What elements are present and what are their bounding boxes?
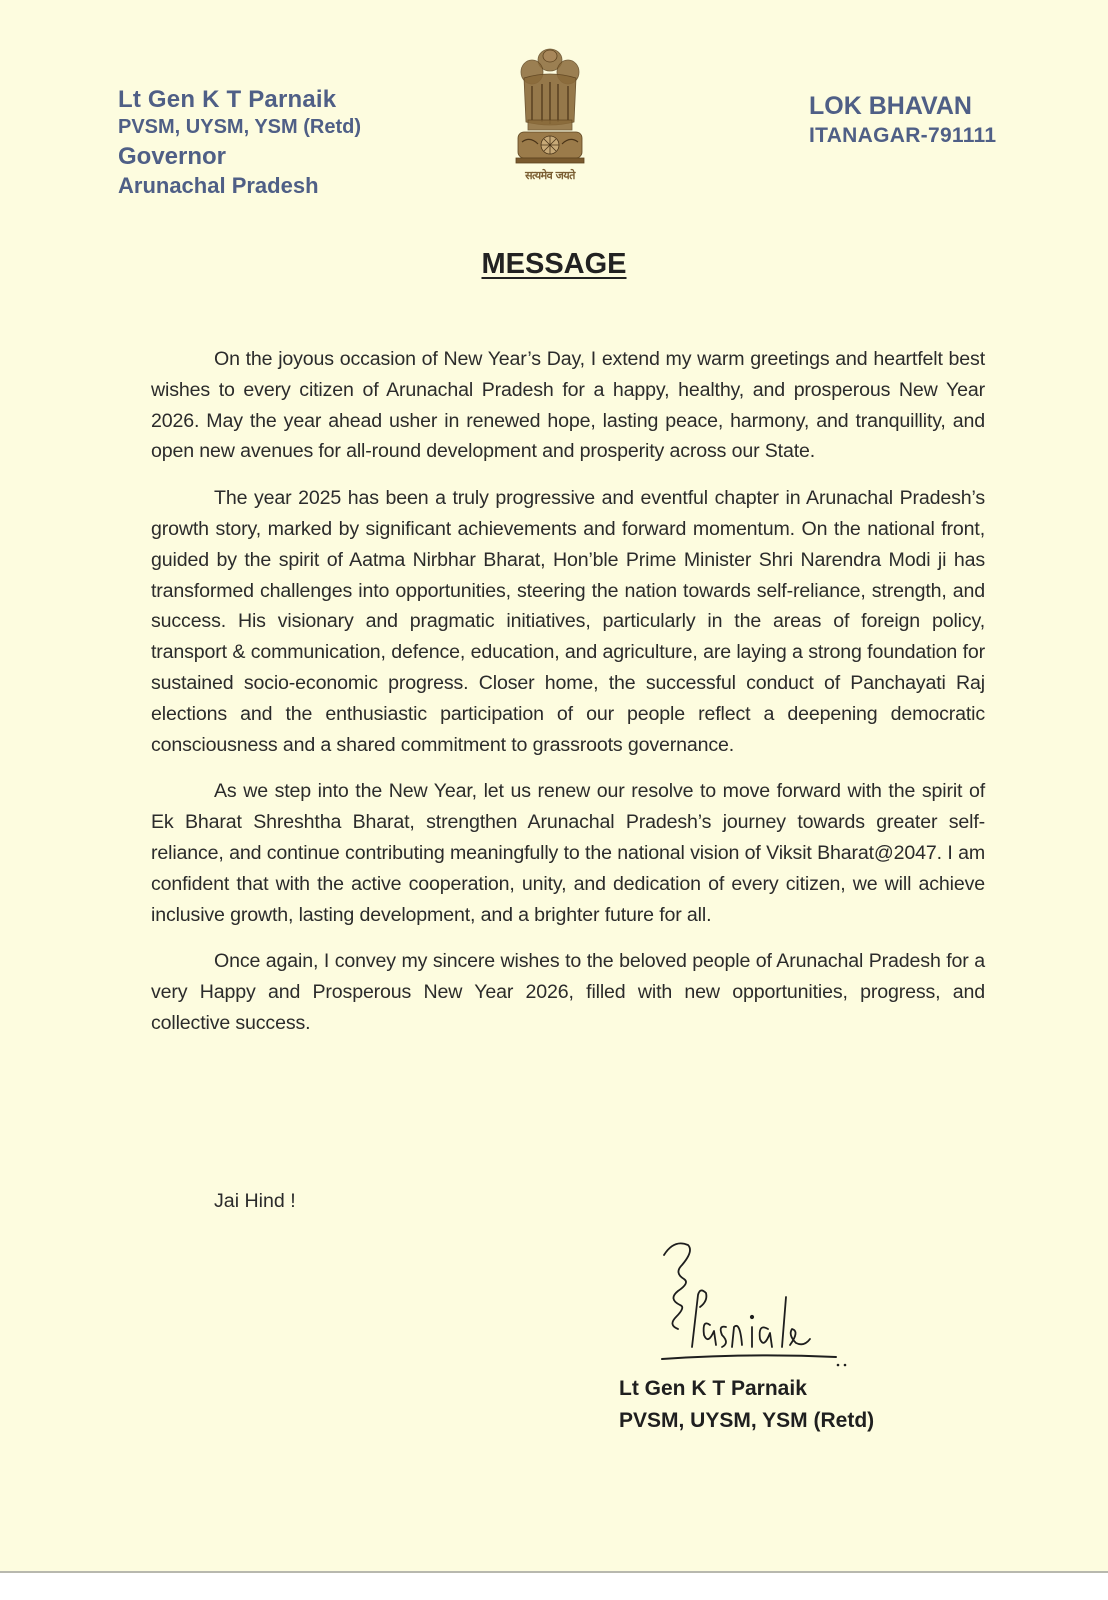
- document-title: [0, 248, 1108, 281]
- sender-designation: Governor: [118, 143, 227, 170]
- signatory-block: [619, 1378, 874, 1431]
- sender-name: Lt Gen K T Parnaik: [118, 86, 337, 113]
- handwritten-signature: [660, 1235, 860, 1375]
- paragraph: As we step into the New Year, let us renew our resolve to move forward with the spirit of Ek Bharat Shreshtha Bharat, strengthen Arunachal Pradesh’s journey towards greater self-reliance, and continue contributing meaningfully to the national vision of Viksit Bharat@2047. I am confident that with the active cooperation, unity, and dedication of every citizen, we will achieve inclusive growth, lasting development, and a brighter future for all.: [151, 780, 985, 926]
- sender-state: Arunachal Pradesh: [118, 173, 319, 198]
- closing-salutation: Jai Hind !: [214, 1190, 296, 1212]
- sender-honours: PVSM, UYSM, YSM (Retd): [118, 116, 361, 138]
- paragraph: The year 2025 has been a truly progressive and eventful chapter in Arunachal Pradesh’s growth story, marked by significant achievements and forward momentum. On the national front, guided by the spirit of Aatma Nirbhar Bharat, Hon’ble Prime Minister Shri Narendra Modi ji has transformed challenges into opportunities, steering the nation towards self-reliance, strength, and success. His visionary and pragmatic initiatives, particularly in the areas of foreign policy, transport & communication, defence, education, and agriculture, are laying a strong foundation for sustained socio-economic progress. Closer home, the successful conduct of Panchayati Raj elections and the enthusiastic participation of our people reflect a deepening democratic consciousness and a shared commitment to grassroots governance.: [151, 487, 985, 756]
- address-line1: LOK BHAVAN: [809, 92, 972, 120]
- signatory-name: Lt Gen K T Parnaik: [619, 1377, 807, 1400]
- message-body: [151, 344, 985, 1055]
- address-line2: ITANAGAR-791111: [809, 124, 997, 147]
- address-block: [809, 94, 996, 146]
- document-title-text: MESSAGE: [481, 248, 627, 280]
- signatory-honours: PVSM, UYSM, YSM (Retd): [619, 1409, 875, 1432]
- paragraph: Once again, I convey my sincere wishes to the beloved people of Arunachal Pradesh for a very Happy and Prosperous New Year 2026, filled with new opportunities, progress, and collective success.: [151, 950, 985, 1034]
- sender-block: [118, 88, 361, 197]
- emblem-motto: सत्यमेव जयते: [525, 169, 575, 182]
- paragraph: On the joyous occasion of New Year’s Day, I extend my warm greetings and heartfelt best wishes to every citizen of Arunachal Pradesh for a happy, healthy, and prosperous New Year 2026. May the year ahead usher in renewed hope, lasting peace, harmony, and tranquillity, and open new avenues for all-round development and prosperity across our State.: [151, 348, 985, 463]
